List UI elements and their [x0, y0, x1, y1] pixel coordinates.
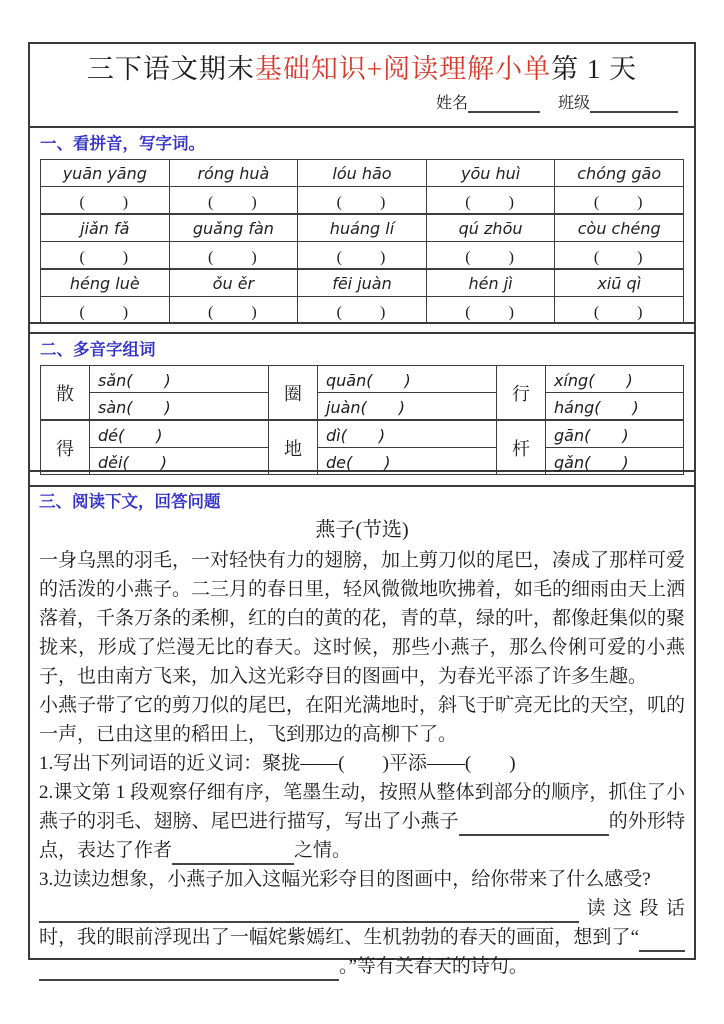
question-2-text: 之情。 [294, 840, 352, 861]
pinyin-row [41, 269, 684, 297]
pinyin-table [40, 159, 684, 324]
answer-cell: ( ) [555, 242, 684, 270]
answer-cell: ( ) [169, 297, 298, 324]
polyphone-row [41, 393, 684, 421]
question-3-text: 读这段话时，我的眼前浮现出了一幅姹紫嫣红、生机勃勃的春天的画面，想到了“ [39, 898, 685, 948]
pinyin-cell: huáng lí [298, 214, 427, 242]
polyphone-row [41, 366, 684, 393]
question-2-blank-1 [459, 816, 609, 836]
question-2-blank-2 [172, 845, 294, 865]
character-cell: 杆 [497, 420, 546, 475]
question-3-answer-blank [39, 903, 579, 923]
polyphone-table [40, 365, 684, 475]
name-blank [468, 96, 540, 113]
pinyin-cell: qú zhōu [426, 214, 555, 242]
passage-title: 燕子(节选) [315, 519, 409, 541]
polyphone-row [41, 420, 684, 448]
answer-cell: ( ) [555, 297, 684, 324]
reading-cell: juàn( ) [318, 393, 497, 421]
answer-row [41, 187, 684, 215]
reading-cell: dé( ) [90, 420, 269, 448]
question-2 [39, 778, 685, 865]
title-right: 第 1 天 [551, 54, 638, 84]
pinyin-cell: còu chéng [555, 214, 684, 242]
pinyin-cell: fēi juàn [298, 269, 427, 297]
character-cell: 得 [41, 420, 90, 475]
answer-cell: ( ) [41, 297, 170, 324]
answer-cell: ( ) [555, 187, 684, 215]
answer-cell: ( ) [41, 187, 170, 215]
reading-cell: quān( ) [318, 366, 497, 393]
section2-heading: 二、多音字组词 [40, 340, 156, 359]
section-divider [30, 470, 694, 487]
polyphone-row [41, 448, 684, 475]
class-blank [590, 96, 678, 113]
answer-cell: ( ) [298, 187, 427, 215]
section-pinyin [30, 128, 694, 322]
reading-cell: gān( ) [546, 420, 684, 448]
pinyin-cell: hén jì [426, 269, 555, 297]
reading-cell: děi( ) [90, 448, 269, 475]
pinyin-cell: róng huà [169, 160, 298, 187]
question-2-text: 2.课文第 1 段观察仔细有序，笔墨生动，按照从整体到部分的顺序，抓住了小燕子的羽毛、翅膀、尾巴进行描写，写出了小燕子 [39, 782, 685, 832]
pinyin-cell: xiū qì [555, 269, 684, 297]
answer-cell: ( ) [298, 242, 427, 270]
pinyin-cell: yuān yāng [41, 160, 170, 187]
question-3 [39, 865, 685, 981]
reading-cell: gǎn( ) [546, 448, 684, 475]
section1-heading: 一、看拼音，写字词。 [40, 134, 205, 153]
passage-paragraph-2: 小燕子带了它的剪刀似的尾巴，在阳光满地时，斜飞于旷亮无比的天空，叽的一声，已由这里的稻田上，飞到那边的高柳下了。 [39, 695, 686, 745]
question-1: 1.写出下列词语的近义词：聚拢——( )平添——( ) [39, 753, 516, 774]
worksheet-page [28, 42, 696, 977]
reading-cell: háng( ) [546, 393, 684, 421]
pinyin-cell: héng luè [41, 269, 170, 297]
name-label: 姓名 [435, 95, 468, 112]
reading-cell: xíng( ) [546, 366, 684, 393]
question-2-text: 的外形特点，表达了作者 [39, 811, 685, 861]
page-title [40, 52, 684, 86]
name-class-line [40, 90, 684, 113]
pinyin-cell: jiǎn fǎ [41, 214, 170, 242]
pinyin-row [41, 160, 684, 187]
section-reading [30, 487, 694, 977]
character-cell: 散 [41, 366, 90, 421]
answer-cell: ( ) [41, 242, 170, 270]
title-highlight: 基础知识+阅读理解小单 [254, 54, 552, 84]
question-3-text: 。”等有关春天的诗句。 [339, 956, 528, 977]
pinyin-cell: guǎng fàn [169, 214, 298, 242]
passage-paragraph-1: 一身乌黑的羽毛，一对轻快有力的翅膀，加上剪刀似的尾巴，凑成了那样可爱的活泼的小燕子。二三月的春日里，轻风微微地吹拂着，如毛的细雨由天上洒落着，千条万条的柔柳，红的白的黄的花，青的草，绿的叶，都像赶集似的聚拢来，形成了烂漫无比的春天。这时候，那些小燕子，那么伶俐可爱的小燕子，也由南方飞来，加入这光彩夺目的图画中，为春光平添了许多生趣。 [39, 550, 686, 687]
answer-cell: ( ) [298, 297, 427, 324]
character-cell: 圈 [269, 366, 318, 421]
question-3-quote-blank-1 [639, 932, 685, 952]
pinyin-row [41, 214, 684, 242]
pinyin-cell: yōu huì [426, 160, 555, 187]
question-3-text: 3.边读边想象，小燕子加入这幅光彩夺目的图画中，给你带来了什么感受? [39, 869, 651, 890]
question-3-quote-blank-2 [39, 961, 339, 981]
answer-cell: ( ) [426, 187, 555, 215]
pinyin-cell: lóu hāo [298, 160, 427, 187]
reading-cell: sǎn( ) [90, 366, 269, 393]
section-polyphone [30, 334, 694, 470]
reading-cell: sàn( ) [90, 393, 269, 421]
title-block [30, 44, 694, 128]
answer-cell: ( ) [169, 242, 298, 270]
answer-cell: ( ) [426, 297, 555, 324]
answer-row [41, 242, 684, 270]
reading-cell: dì( ) [318, 420, 497, 448]
reading-cell: de( ) [318, 448, 497, 475]
section-divider [30, 322, 694, 334]
pinyin-cell: ǒu ěr [169, 269, 298, 297]
title-left: 三下语文期末 [86, 54, 255, 84]
answer-row [41, 297, 684, 324]
pinyin-cell: chóng gāo [555, 160, 684, 187]
answer-cell: ( ) [169, 187, 298, 215]
answer-cell: ( ) [426, 242, 555, 270]
character-cell: 地 [269, 420, 318, 475]
character-cell: 行 [497, 366, 546, 421]
class-label: 班级 [557, 95, 590, 112]
section3-heading: 三、阅读下文，回答问题 [39, 492, 221, 511]
